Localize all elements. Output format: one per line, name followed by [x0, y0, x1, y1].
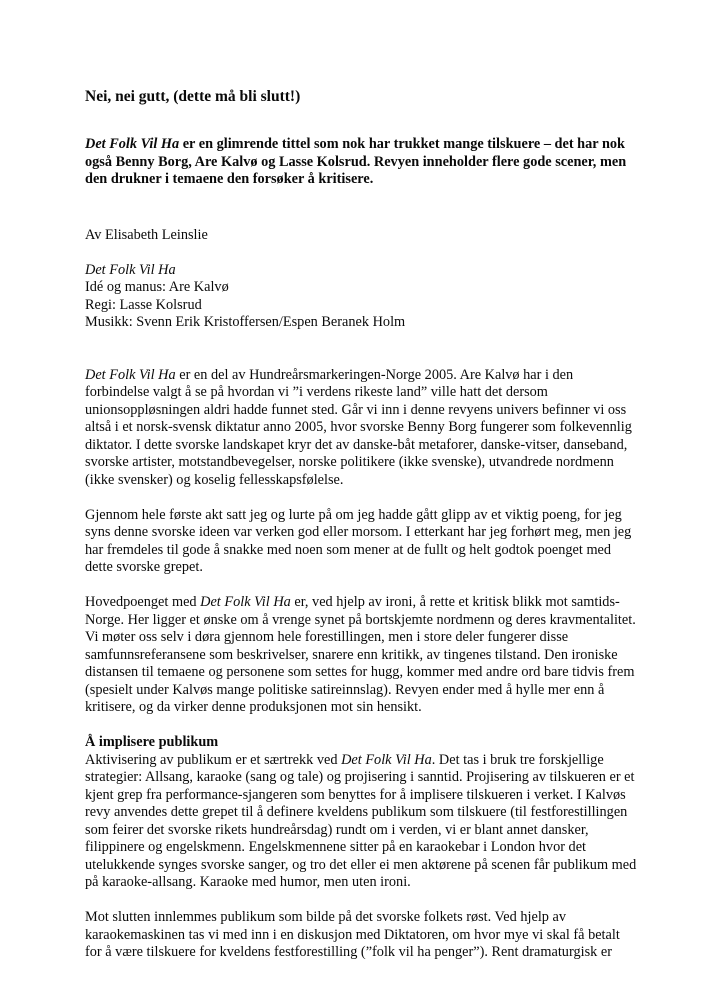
article-title: Nei, nei gutt, (dette må bli slutt!) [85, 88, 301, 105]
lead-work-title: Det Folk Vil Ha [85, 136, 180, 152]
section-heading: Å implisere publikum [85, 734, 219, 750]
body-paragraph-5: Mot slutten innlemmes publikum som bilde på det svorske folkets røst. Ved hjelp av karaokemaskinen tas vi med inn i en diskusjon med Diktatoren, om hvor mye vi skal få betalt for å være tilskuere for kveldens festforestilling (”folk vil ha penger”). Rent dramaturgisk er [85, 909, 620, 960]
credits-work-title: Det Folk Vil Ha [85, 261, 176, 278]
work-title-mention: Det Folk Vil Ha [200, 594, 291, 610]
text-block [85, 88, 640, 962]
body-paragraph-1: Det Folk Vil Ha er en del av Hundreårsmarkeringen-Norge 2005. Are Kalvø har i den forbindelse valgt å se på hvordan vi ”i verdens rikeste land” ville hatt det dersom unionsoppløsningen aldri hadde funnet sted. Går vi inn i denne revyens univers befinner vi oss altså i et norsk-svensk diktatur anno 2005, hvor svorske Benny Borg fungerer som folkevennlig diktator. I dette svorske landskapet kryr det av danske-båt metaforer, danske-vitser, danseband, svorske artister, motstandbevegelser, norske politikere (ikke svenske), utvandrede nordmenn (ikke svensker) og koselig fellesskapsfølelse. [85, 366, 632, 488]
lead-paragraph [85, 136, 640, 189]
work-title-mention: Det Folk Vil Ha [341, 751, 432, 768]
lead-text: er en glimrende tittel som nok har trukket mange tilskuere – det har nok også Benny Borg, Are Kalvø og Lasse Kolsrud. Revyen inneholder flere gode scener, men den drukner i temaene den forsøker å kritisere. [85, 136, 627, 187]
credit-line-direction: Regi: Lasse Kolsrud [85, 296, 202, 313]
credits-block [85, 262, 640, 332]
work-title-mention: Det Folk Vil Ha [85, 366, 176, 383]
body-paragraph-2: Gjennom hele første akt satt jeg og lurte på om jeg hadde gått glipp av et viktig poeng, for jeg syns denne svorske ideen var verken god eller morsom. I etterkant har jeg forhørt meg, men jeg har fremdeles til gode å snakke med noen som mener at de fullt og helt godtok poenget med dette svorske grepet. [85, 506, 632, 575]
credit-line-music: Musikk: Svenn Erik Kristoffersen/Espen Beranek Holm [85, 314, 406, 330]
byline: Av Elisabeth Leinslie [85, 226, 208, 243]
body-paragraph-4: Aktivisering av publikum er et særtrekk ved Det Folk Vil Ha. Det tas i bruk tre forskjellige strategier: Allsang, karaoke (sang og tale) og projisering i sanntid. Projisering av tilskueren er et kjent grep fra performance-sjangeren som benyttes for å implisere tilskueren i verket. I Kalvøs revy anvendes dette grepet til å definere kveldens publikum som tilskuere (til festforestillingen som feirer det svorske rikets hundreårsdag) rundt om i verden, vi er blant annet dansker, filippinere og engelskmenn. Engelskmennene sitter på en karaokebar i London hvor det utelukkende synges svorske sanger, og tro det eller ei men aktørene på scenen får publikum med på karaoke-allsang. Karaoke med humor, men uten ironi. [85, 751, 637, 890]
credit-line-idea-script: Idé og manus: Are Kalvø [85, 279, 229, 295]
body-paragraph-3: Hovedpoenget med Det Folk Vil Ha er, ved hjelp av ironi, å rette et kritisk blikk mot samtids-Norge. Her ligger et ønske om å vrenge synet på bortskjemte nordmenn og deres kravmentalitet. Vi møter oss selv i døra gjennom hele forestillingen, men i store deler fungerer disse samfunnsreferansene som beskrivelser, snarere enn kritikk, av tingenes tilstand. Den ironiske distansen til temaene og personene som settes for hugg, kommer med andre ord bare tidvis frem (spesielt under Kalvøs mange politiske satireinnslag). Revyen ender med å hylle mer enn å kritisere, og da virker denne produksjonen mot sin hensikt. [85, 594, 636, 715]
